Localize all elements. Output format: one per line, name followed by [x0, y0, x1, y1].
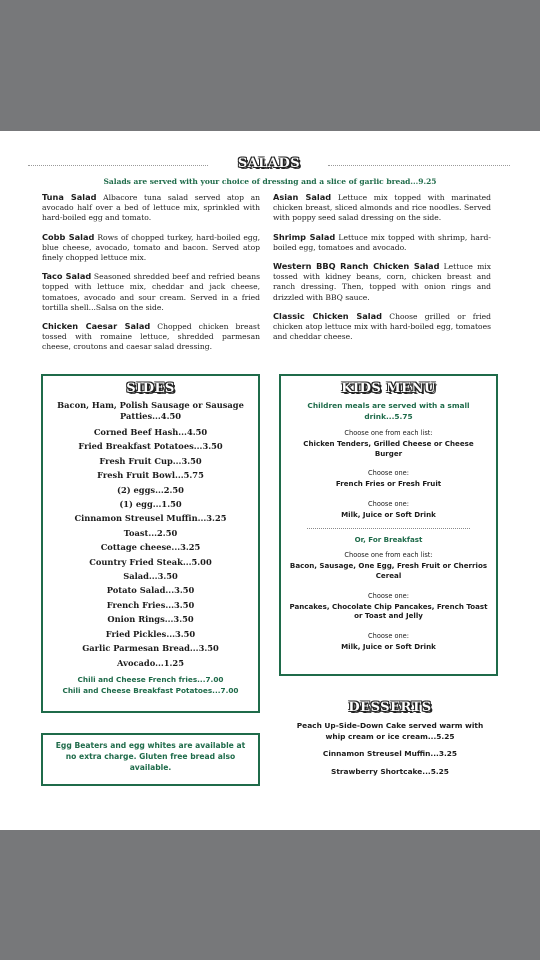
choice-label: Choose one from each list:	[344, 551, 433, 560]
salad-item	[273, 261, 491, 303]
salad-item	[273, 232, 491, 253]
choice-label: Choose one:	[368, 499, 409, 508]
salads-header	[28, 156, 510, 172]
menu-page	[0, 131, 540, 830]
list-item: Chili and Cheese Breakfast Potatoes...7.00	[62, 686, 239, 696]
choice-label: Choose one:	[368, 631, 409, 640]
list-item: Cottage cheese...3.25	[100, 542, 201, 553]
salads-note: Salads are served with your choice of dressing and a slice of garlic bread...9.25	[103, 177, 437, 186]
list-item: Bacon, Ham, Polish Sausage or Sausage Patties...4.50	[57, 400, 244, 421]
salad-name: Classic Chicken Salad	[273, 310, 382, 321]
salad-desc: Lettuce mix topped with shrimp, hard-boiled egg, tomatoes and avocado.	[273, 232, 491, 252]
list-item: Strawberry Shortcake...5.25	[331, 766, 449, 776]
choice-value: Milk, Juice or Soft Drink	[341, 509, 436, 519]
salad-desc: Rows of chopped turkey, hard-boiled egg, blue cheese, avocado, tomato and bacon. Served atop finely chopped lettuce mix.	[42, 232, 261, 263]
salads-left-column	[42, 192, 260, 361]
list-item: Cinnamon Streusel Muffin...3.25	[322, 749, 458, 759]
salad-name: Taco Salad	[42, 271, 92, 282]
egg-beaters-note-box	[41, 733, 260, 786]
salad-item	[42, 271, 260, 313]
list-item: French Fries...3.50	[106, 599, 195, 610]
list-item: Onion Rings...3.50	[107, 614, 194, 625]
kids-menu-body	[281, 400, 496, 651]
list-item: (2) eggs...2.50	[117, 484, 184, 495]
list-item: Fresh Fruit Cup...3.50	[99, 455, 202, 466]
choice-label: Choose one:	[368, 469, 409, 478]
choice-value: Pancakes, Chocolate Chip Pancakes, French Toast or Toast and Jelly	[289, 601, 488, 621]
list-item: Fresh Fruit Bowl...5.75	[97, 470, 204, 481]
salad-item	[42, 321, 260, 353]
egg-beaters-note: Egg Beaters and egg whites are available at no extra charge. Gluten free bread also available.	[55, 741, 246, 772]
salad-item	[42, 232, 260, 264]
salad-item	[273, 192, 491, 224]
sides-box	[41, 374, 260, 713]
choice-value: Chicken Tenders, Grilled Cheese or Cheese Burger	[303, 439, 474, 458]
list-item: Cinnamon Streusel Muffin...3.25	[74, 513, 227, 524]
list-item: Country Fried Steak...5.00	[89, 556, 212, 567]
salad-desc: Albacore tuna salad served atop an avocado half over a bed of lettuce mix, sprinkled with hard-boiled egg and tomato.	[42, 193, 260, 223]
salad-name: Cobb Salad	[42, 231, 95, 242]
salad-name: Western BBQ Ranch Chicken Salad	[273, 261, 440, 272]
list-item: Potato Salad...3.50	[106, 585, 195, 596]
breakfast-heading: Or, For Breakfast	[354, 535, 423, 545]
sides-list	[43, 400, 258, 697]
salad-item	[273, 311, 491, 343]
salad-desc: Lettuce mix topped with marinated chicken breast, sliced almonds and rice noodles. Served with poppy seed salad dressing on the side.	[273, 193, 491, 223]
sides-title: SIDES	[126, 381, 175, 396]
list-item: Toast...2.50	[123, 527, 178, 538]
choice-value: Milk, Juice or Soft Drink	[341, 641, 436, 651]
list-item: Salad...3.50	[123, 571, 178, 582]
choice-label: Choose one:	[368, 591, 409, 600]
salad-name: Tuna Salad	[42, 192, 97, 202]
kids-intro: Children meals are served with a small drink...5.75	[307, 401, 470, 421]
divider	[307, 528, 470, 529]
list-item: Avocado...1.25	[117, 657, 184, 668]
list-item: Fried Breakfast Potatoes...3.50	[78, 441, 223, 452]
salad-name: Chicken Caesar Salad	[42, 321, 151, 332]
kids-menu-box	[279, 374, 498, 676]
choice-value: Bacon, Sausage, One Egg, Fresh Fruit or Cherrios Cereal	[289, 561, 488, 580]
list-item: (1) egg...1.50	[119, 499, 182, 510]
salad-item	[42, 192, 260, 224]
salad-desc: Seasoned shredded beef and refried beans topped with lettuce mix, cheddar and jack cheese, tomatoes, avocado and sour cream. Served in a fried tortilla shell...Salsa on the side.	[42, 272, 261, 312]
choice-label: Choose one from each list:	[344, 429, 433, 437]
salad-name: Asian Salad	[273, 192, 332, 202]
desserts-section	[292, 700, 488, 784]
list-item: Corned Beef Hash...4.50	[93, 427, 208, 437]
salads-title: SALADS	[237, 156, 301, 171]
list-item: Fried Pickles...3.50	[105, 628, 196, 639]
list-item: Garlic Parmesan Bread...3.50	[82, 643, 219, 654]
list-item: Peach Up-Side-Down Cake served warm with whip cream or ice cream...5.25	[296, 721, 484, 741]
choice-value: French Fries or Fresh Fruit	[335, 479, 442, 489]
salad-desc: Lettuce mix tossed with kidney beans, corn, chicken breast and ranch dressing. Then, topped with onion rings and drizzled with BBQ sauce.	[273, 262, 492, 302]
salad-desc: Choose grilled or fried chicken atop lettuce mix with hard-boiled egg, tomatoes and cheddar cheese.	[273, 311, 491, 342]
salads-right-column	[273, 192, 491, 350]
desserts-title: DESSERTS	[348, 700, 432, 715]
list-item: Chili and Cheese French fries...7.00	[77, 674, 224, 684]
kids-menu-title: KIDS MENU	[341, 381, 436, 396]
salad-desc: Chopped chicken breast tossed with romaine lettuce, shredded parmesan cheese, croutons and caesar salad dressing.	[42, 322, 260, 352]
salad-name: Shrimp Salad	[273, 231, 336, 242]
divider-right	[328, 165, 510, 166]
